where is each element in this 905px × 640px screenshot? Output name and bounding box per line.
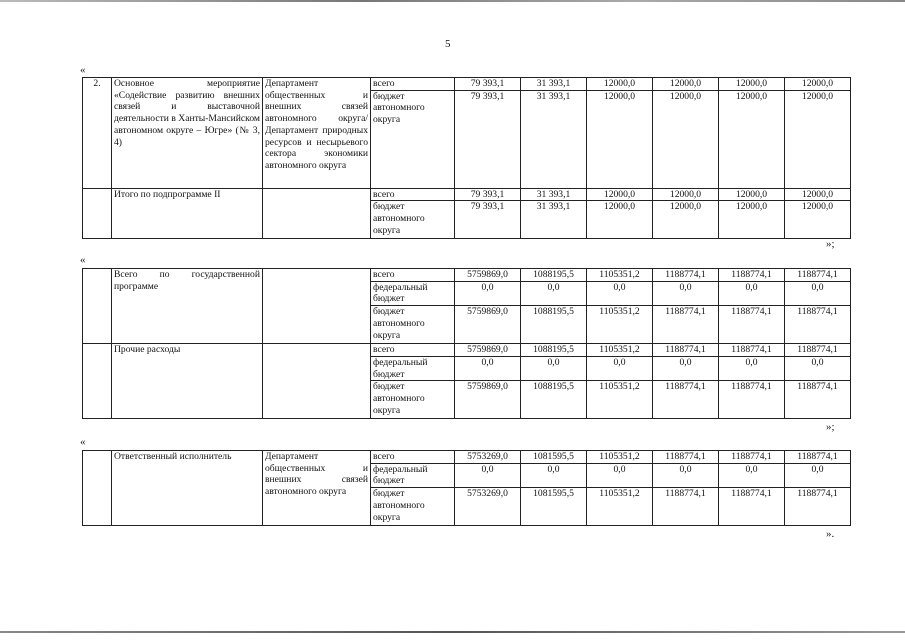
amount-cell: 1188774,1 xyxy=(653,306,719,344)
amount-cell: 1188774,1 xyxy=(719,344,785,357)
amount-cell: 12000,0 xyxy=(587,90,653,188)
closing-mark-3: ». xyxy=(826,528,835,540)
page-number: 5 xyxy=(445,38,451,50)
amount-cell: 1088195,5 xyxy=(521,306,587,344)
table-row xyxy=(83,451,851,464)
amount-cell: 1188774,1 xyxy=(653,344,719,357)
funding-source-cell: бюджет автономного округа xyxy=(371,306,455,344)
funding-source-cell: бюджет автономного округа xyxy=(371,488,455,526)
amount-cell: 31 393,1 xyxy=(521,188,587,201)
executor-cell: Департамент общественных и внешних связей автономного округа xyxy=(263,451,371,526)
closing-mark-2: »; xyxy=(826,421,835,433)
amount-cell: 0,0 xyxy=(785,281,851,305)
amount-cell: 1188774,1 xyxy=(785,488,851,526)
amount-cell: 1188774,1 xyxy=(719,306,785,344)
amount-cell: 79 393,1 xyxy=(455,78,521,91)
funding-source-cell: бюджет автономного округа xyxy=(371,90,455,188)
funding-source-cell: всего xyxy=(371,269,455,282)
quote-open-1: « xyxy=(80,64,86,76)
amount-cell: 1188774,1 xyxy=(719,488,785,526)
amount-cell: 79 393,1 xyxy=(455,90,521,188)
responsible-label-cell: Ответственный исполнитель xyxy=(112,451,263,526)
amount-cell: 0,0 xyxy=(785,463,851,487)
amount-cell: 31 393,1 xyxy=(521,78,587,91)
amount-cell: 1088195,5 xyxy=(521,381,587,419)
amount-cell: 12000,0 xyxy=(719,188,785,201)
amount-cell: 12000,0 xyxy=(785,188,851,201)
table-program-total xyxy=(82,268,851,419)
quote-open-3: « xyxy=(80,436,86,448)
amount-cell: 12000,0 xyxy=(785,78,851,91)
executor-cell: Департамент общественных и внешних связей автономного округа/Департамент природных ресурсов и несырьевого сектора экономики автономного округа xyxy=(263,78,371,189)
empty-cell xyxy=(83,269,112,344)
amount-cell: 1188774,1 xyxy=(653,269,719,282)
amount-cell: 0,0 xyxy=(521,281,587,305)
amount-cell: 1188774,1 xyxy=(719,381,785,419)
funding-source-cell: бюджет автономного округа xyxy=(371,381,455,419)
amount-cell: 0,0 xyxy=(587,281,653,305)
funding-source-cell: федеральный бюджет xyxy=(371,281,455,305)
program-total-label-cell: Всего по государственной программе xyxy=(112,269,263,344)
event-name-cell: Основное мероприятие «Содействие развитию внешних связей и выставочной деятельности в Ханты-Мансийском автономном округе – Югре» (№ 3, 4) xyxy=(112,78,263,189)
amount-cell: 1188774,1 xyxy=(653,381,719,419)
amount-cell: 12000,0 xyxy=(587,201,653,239)
empty-cell xyxy=(83,344,112,419)
amount-cell: 1105351,2 xyxy=(587,306,653,344)
funding-source-cell: федеральный бюджет xyxy=(371,356,455,380)
amount-cell: 5759869,0 xyxy=(455,381,521,419)
amount-cell: 1188774,1 xyxy=(785,451,851,464)
amount-cell: 1188774,1 xyxy=(653,488,719,526)
amount-cell: 0,0 xyxy=(521,356,587,380)
amount-cell: 5759869,0 xyxy=(455,269,521,282)
other-expenses-label-cell: Прочие расходы xyxy=(112,344,263,419)
amount-cell: 12000,0 xyxy=(587,78,653,91)
amount-cell: 5753269,0 xyxy=(455,488,521,526)
funding-source-cell: бюджет автономного округа xyxy=(371,201,455,239)
row-number-cell: 2. xyxy=(83,78,112,189)
funding-source-cell: всего xyxy=(371,344,455,357)
subtotal-label-cell: Итого по подпрограмме II xyxy=(112,188,263,239)
empty-cell xyxy=(263,188,371,239)
amount-cell: 1105351,2 xyxy=(587,488,653,526)
amount-cell: 0,0 xyxy=(521,463,587,487)
amount-cell: 1105351,2 xyxy=(587,269,653,282)
quote-open-2: « xyxy=(80,254,86,266)
amount-cell: 12000,0 xyxy=(653,201,719,239)
amount-cell: 0,0 xyxy=(719,356,785,380)
amount-cell: 1081595,5 xyxy=(521,451,587,464)
amount-cell: 1105351,2 xyxy=(587,344,653,357)
amount-cell: 1188774,1 xyxy=(785,269,851,282)
amount-cell: 1188774,1 xyxy=(785,381,851,419)
amount-cell: 12000,0 xyxy=(653,90,719,188)
amount-cell: 0,0 xyxy=(653,281,719,305)
amount-cell: 12000,0 xyxy=(719,90,785,188)
amount-cell: 1088195,5 xyxy=(521,344,587,357)
amount-cell: 1105351,2 xyxy=(587,451,653,464)
empty-cell xyxy=(83,188,112,239)
amount-cell: 5759869,0 xyxy=(455,306,521,344)
table-row xyxy=(83,188,851,201)
amount-cell: 0,0 xyxy=(587,463,653,487)
amount-cell: 0,0 xyxy=(719,463,785,487)
amount-cell: 1105351,2 xyxy=(587,381,653,419)
amount-cell: 79 393,1 xyxy=(455,188,521,201)
amount-cell: 12000,0 xyxy=(719,201,785,239)
closing-mark-1: »; xyxy=(826,238,835,250)
amount-cell: 0,0 xyxy=(653,356,719,380)
amount-cell: 1188774,1 xyxy=(785,306,851,344)
amount-cell: 1188774,1 xyxy=(653,451,719,464)
funding-source-cell: всего xyxy=(371,78,455,91)
empty-cell xyxy=(83,451,112,526)
empty-cell xyxy=(263,344,371,419)
funding-source-cell: всего xyxy=(371,188,455,201)
table-row xyxy=(83,344,851,357)
amount-cell: 1088195,5 xyxy=(521,269,587,282)
table-responsible-executor xyxy=(82,450,851,526)
table-row xyxy=(83,78,851,91)
amount-cell: 1081595,5 xyxy=(521,488,587,526)
table-row xyxy=(83,269,851,282)
amount-cell: 12000,0 xyxy=(587,188,653,201)
amount-cell: 12000,0 xyxy=(719,78,785,91)
funding-source-cell: всего xyxy=(371,451,455,464)
amount-cell: 0,0 xyxy=(785,356,851,380)
amount-cell: 5759869,0 xyxy=(455,344,521,357)
amount-cell: 0,0 xyxy=(719,281,785,305)
amount-cell: 1188774,1 xyxy=(719,451,785,464)
scan-top-edge xyxy=(0,0,905,2)
amount-cell: 0,0 xyxy=(455,463,521,487)
amount-cell: 31 393,1 xyxy=(521,201,587,239)
amount-cell: 0,0 xyxy=(455,281,521,305)
amount-cell: 12000,0 xyxy=(785,201,851,239)
table-subprogram-2 xyxy=(82,77,851,239)
empty-cell xyxy=(263,269,371,344)
amount-cell: 0,0 xyxy=(587,356,653,380)
amount-cell: 0,0 xyxy=(455,356,521,380)
amount-cell: 12000,0 xyxy=(785,90,851,188)
amount-cell: 5753269,0 xyxy=(455,451,521,464)
amount-cell: 12000,0 xyxy=(653,78,719,91)
amount-cell: 79 393,1 xyxy=(455,201,521,239)
funding-source-cell: федеральный бюджет xyxy=(371,463,455,487)
amount-cell: 31 393,1 xyxy=(521,90,587,188)
amount-cell: 0,0 xyxy=(653,463,719,487)
scan-bottom-edge xyxy=(0,631,905,633)
amount-cell: 12000,0 xyxy=(653,188,719,201)
amount-cell: 1188774,1 xyxy=(785,344,851,357)
amount-cell: 1188774,1 xyxy=(719,269,785,282)
